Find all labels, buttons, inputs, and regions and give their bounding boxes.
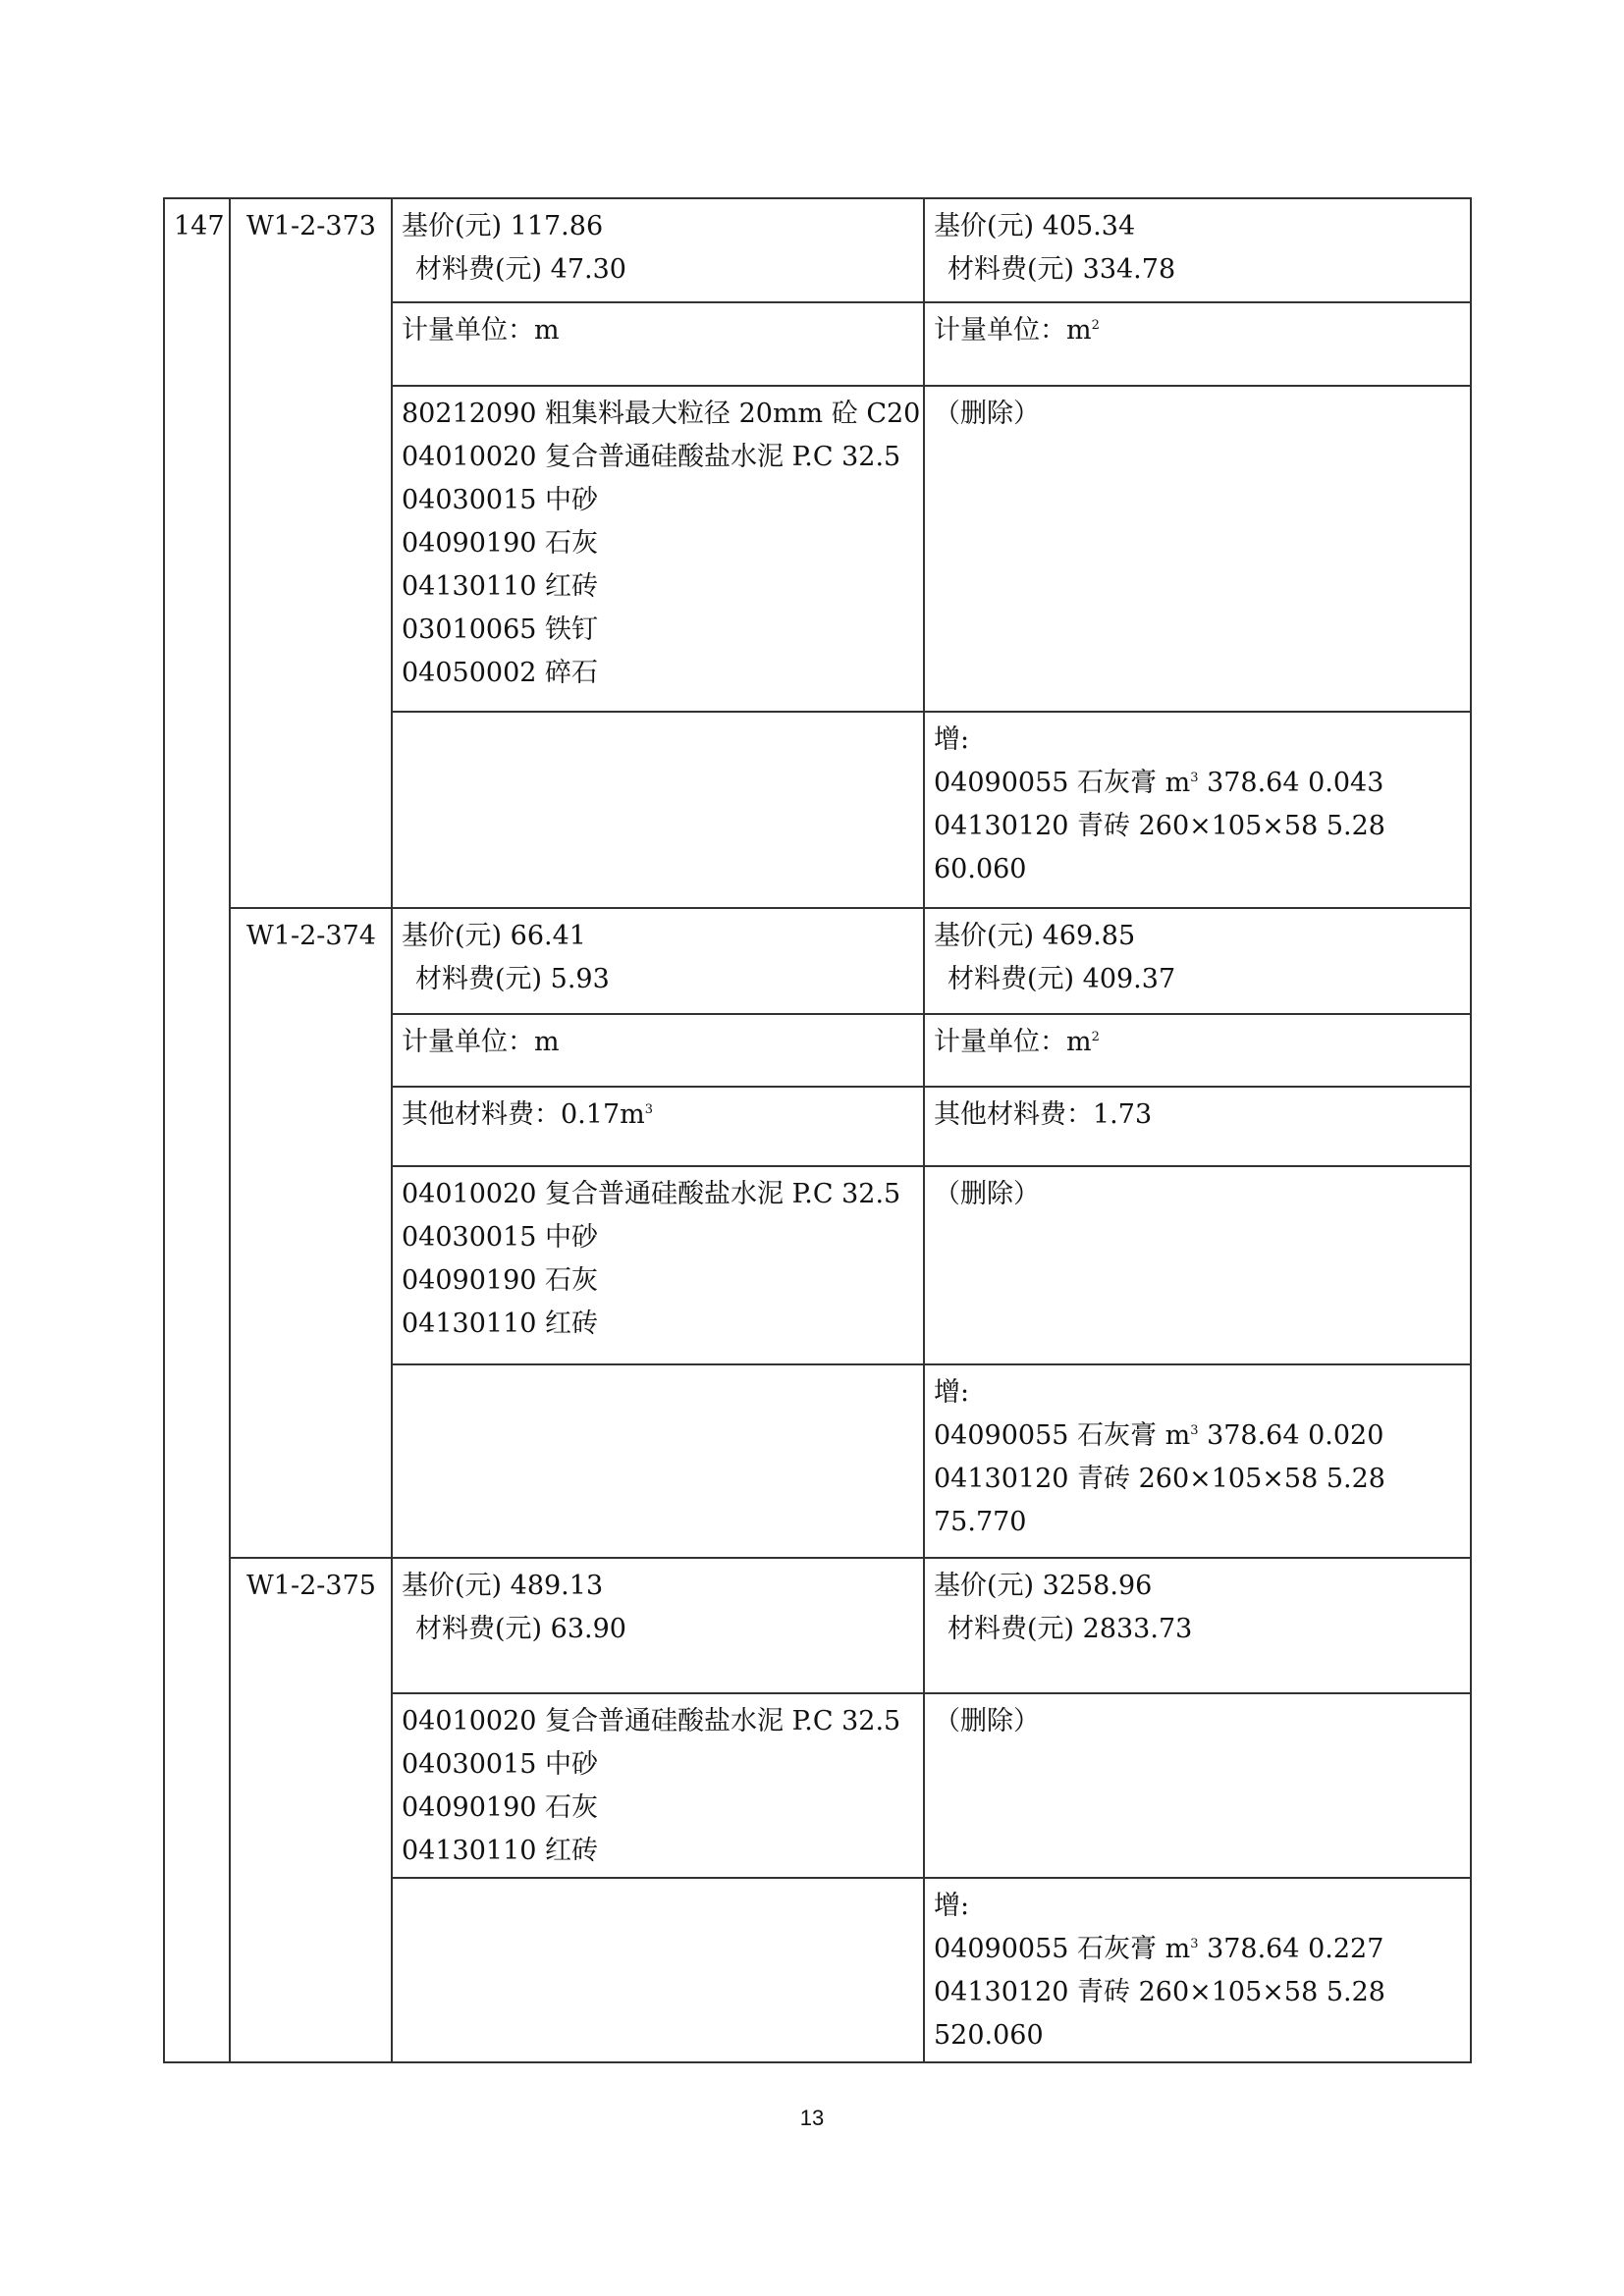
added-materials	[924, 712, 1471, 908]
unit-superscript: 3	[644, 1102, 654, 1117]
added-line	[934, 1928, 1462, 1971]
unit-text: 计量单位：m	[934, 315, 1092, 346]
empty-cell	[392, 1878, 924, 2062]
other-fee-text: 其他材料费：0.17m	[402, 1099, 645, 1130]
base-price-original	[392, 908, 924, 1014]
added-materials	[924, 1878, 1471, 2062]
added-line: 04130120 青砖 260×105×58 5.28	[934, 811, 1385, 841]
material-fee-text: 材料费(元) 5.93	[415, 964, 610, 994]
material-fee-text: 材料费(元) 2833.73	[947, 1614, 1193, 1644]
unit-revised	[924, 302, 1471, 386]
quota-code-cell: W1-2-373	[230, 198, 392, 908]
added-line: 04130120 青砖 260×105×58 5.28	[934, 1977, 1385, 2007]
added-line-text: 04090055 石灰膏 m	[934, 1934, 1191, 1964]
unit-original: 计量单位：m	[392, 1014, 924, 1087]
added-line: 60.060	[934, 854, 1027, 884]
material-line: 04050002 碎石	[402, 658, 599, 688]
quota-change-table	[163, 197, 1472, 2063]
material-fee-text: 材料费(元) 334.78	[947, 254, 1176, 285]
base-price-text: 基价(元) 489.13	[402, 1571, 604, 1601]
material-line: 04010020 复合普通硅酸盐水泥 P.C 32.5	[402, 442, 901, 472]
table-row	[164, 198, 1471, 302]
table-row	[164, 908, 1471, 1014]
material-line: 04090190 石灰	[402, 1265, 599, 1296]
materials-original	[392, 1166, 924, 1364]
quota-code-cell: W1-2-375	[230, 1558, 392, 2062]
deleted-note: （删除）	[924, 1693, 1471, 1878]
material-line: 04130110 红砖	[402, 1836, 599, 1866]
material-fee-text: 材料费(元) 409.37	[947, 964, 1176, 994]
base-price-original	[392, 1558, 924, 1693]
added-line: 04130120 青砖 260×105×58 5.28	[934, 1464, 1385, 1494]
other-fee-original	[392, 1087, 924, 1166]
unit-superscript: 2	[1091, 1030, 1100, 1044]
added-title: 增:	[934, 1891, 970, 1921]
materials-original	[392, 386, 924, 712]
material-line: 04090190 石灰	[402, 1792, 599, 1823]
material-line: 04130110 红砖	[402, 571, 599, 602]
added-title: 增:	[934, 1377, 970, 1408]
added-title: 增:	[934, 724, 970, 755]
deleted-note: （删除）	[924, 1166, 1471, 1364]
material-line: 04010020 复合普通硅酸盐水泥 P.C 32.5	[402, 1179, 901, 1209]
unit-superscript: 2	[1091, 318, 1100, 333]
empty-cell	[392, 1364, 924, 1558]
other-fee-revised: 其他材料费：1.73	[924, 1087, 1471, 1166]
material-line: 80212090 粗集料最大粒径 20mm 砼 C20	[402, 399, 921, 429]
table-row	[164, 1558, 1471, 1693]
base-price-text: 基价(元) 469.85	[934, 921, 1136, 951]
base-price-revised	[924, 1558, 1471, 1693]
base-price-text: 基价(元) 405.34	[934, 211, 1136, 241]
added-line-text: 04090055 石灰膏 m	[934, 1420, 1191, 1451]
added-line	[934, 1415, 1462, 1458]
added-line-text: 378.64 0.227	[1198, 1934, 1384, 1964]
empty-cell	[392, 712, 924, 908]
base-price-revised	[924, 198, 1471, 302]
unit-text: 计量单位：m	[934, 1027, 1092, 1057]
unit-revised	[924, 1014, 1471, 1087]
material-line: 04030015 中砂	[402, 1749, 599, 1780]
material-fee-text: 材料费(元) 63.90	[415, 1614, 626, 1644]
added-line-text: 04090055 石灰膏 m	[934, 768, 1191, 798]
added-line: 75.770	[934, 1507, 1027, 1537]
base-price-original	[392, 198, 924, 302]
unit-superscript: 3	[1190, 1937, 1199, 1951]
deleted-note: （删除）	[924, 386, 1471, 712]
added-line-text: 378.64 0.020	[1198, 1420, 1384, 1451]
added-line-text: 378.64 0.043	[1198, 768, 1384, 798]
quota-code-cell: W1-2-374	[230, 908, 392, 1558]
base-price-revised	[924, 908, 1471, 1014]
unit-original: 计量单位：m	[392, 302, 924, 386]
unit-superscript: 3	[1190, 771, 1199, 785]
item-index: 147	[164, 198, 230, 2062]
unit-superscript: 3	[1190, 1423, 1199, 1438]
material-line: 04130110 红砖	[402, 1308, 599, 1339]
material-fee-text: 材料费(元) 47.30	[415, 254, 626, 285]
material-line: 04090190 石灰	[402, 528, 599, 559]
base-price-text: 基价(元) 3258.96	[934, 1571, 1153, 1601]
page-number: 13	[799, 2106, 825, 2130]
materials-original	[392, 1693, 924, 1878]
material-line: 04030015 中砂	[402, 485, 599, 515]
material-line: 04030015 中砂	[402, 1222, 599, 1253]
base-price-text: 基价(元) 66.41	[402, 921, 586, 951]
added-line: 520.060	[934, 2020, 1044, 2051]
material-line: 03010065 铁钉	[402, 614, 599, 645]
added-line	[934, 762, 1462, 805]
added-materials	[924, 1364, 1471, 1558]
material-line: 04010020 复合普通硅酸盐水泥 P.C 32.5	[402, 1706, 901, 1736]
base-price-text: 基价(元) 117.86	[402, 211, 604, 241]
